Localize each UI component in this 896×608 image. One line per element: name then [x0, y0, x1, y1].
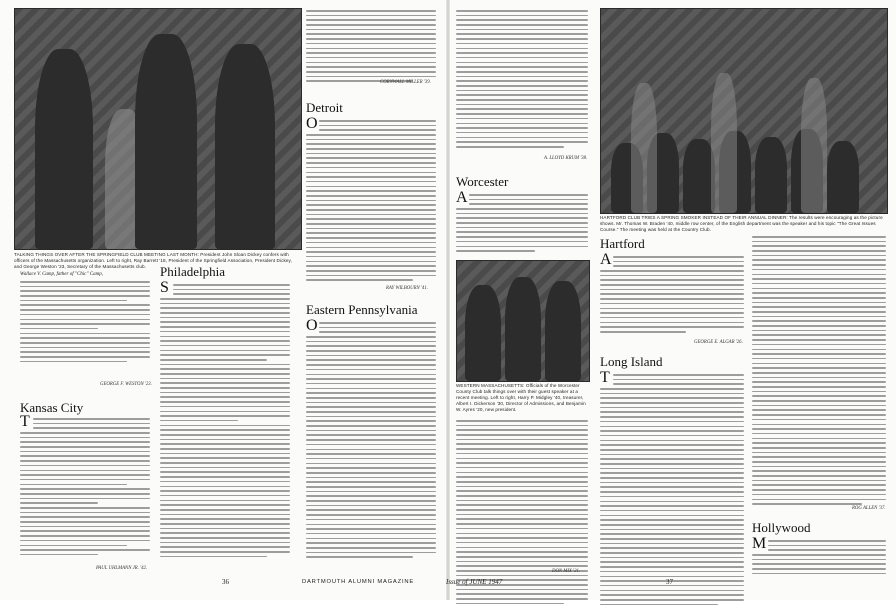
hartford-text [613, 256, 744, 270]
worcester-heading: Worcester [456, 174, 509, 189]
worcester-club-photo [456, 260, 590, 382]
eastern-pennsylvania-dropcap: O [306, 317, 318, 334]
kansas-city-heading: Kansas City [20, 400, 84, 415]
detroit-text [319, 120, 436, 134]
hollywood-heading: Hollywood [752, 520, 811, 535]
eastern-pennsylvania-text-cont [306, 336, 436, 561]
left-page [0, 0, 448, 600]
springfield-lead: Wallace V. Camp, father of "Chic" Camp, [20, 272, 103, 277]
kansas-city-text-cont [20, 432, 150, 559]
worcester-dropcap: A [456, 189, 468, 206]
column-one-continuation [456, 10, 588, 151]
kansas-city-dropcap: T [20, 413, 30, 430]
detroit-dropcap: O [306, 115, 318, 132]
eastern-pennsylvania-heading: Eastern Pennsylvania [306, 302, 418, 317]
hartford-photo-caption: HARTFORD CLUB TRIES A SPRING SMOKER INSTEAD OF THEIR ANNUAL DINNER: The results were encouraging as the picture shows. Mr. Thomas W. Braden '40, middle row center, of the English department was the speaker and his topic "The Great Issues Course." The meeting was held at the Country Club. [600, 215, 883, 232]
worcester-signature: DON MIX '21. [552, 569, 581, 574]
philadelphia-text [173, 284, 290, 298]
issue-line: Issue of JUNE 1947 [446, 578, 503, 586]
right-page [448, 0, 896, 600]
kansas-city-signature: PAUL UHLMANN JR. '42. [96, 566, 148, 571]
detroit-text-cont [306, 134, 436, 284]
long-island-heading: Long Island [600, 354, 663, 369]
philadelphia-dropcap: S [160, 279, 169, 296]
detroit-heading: Detroit [306, 100, 343, 115]
column-one-signature: A. LLOYD KRUM '38. [544, 156, 588, 161]
springfield-text [20, 281, 150, 365]
long-island-text-cont [600, 388, 744, 608]
running-footer: DARTMOUTH ALUMNI MAGAZINE [302, 579, 415, 585]
eastern-pennsylvania-text [319, 322, 436, 336]
philadelphia-text-cont [160, 298, 290, 561]
hollywood-text [768, 540, 886, 554]
detroit-signature: RAY WILBOURN '41. [386, 286, 428, 291]
hartford-text-cont [600, 270, 744, 336]
hartford-dropcap: A [600, 251, 612, 268]
springfield-meeting-photo [14, 8, 302, 250]
left-page-number: 36 [222, 578, 229, 586]
kansas-city-text [33, 418, 150, 432]
long-island-dropcap: T [600, 369, 610, 386]
hollywood-text-cont [752, 554, 886, 577]
springfield-signature: GEORGE F. WESTON '23. [100, 382, 152, 387]
long-island-signature: ROG ALLEN '37. [852, 506, 886, 511]
hollywood-dropcap: M [752, 535, 767, 552]
worcester-text-cont [456, 208, 588, 255]
hartford-heading: Hartford [600, 236, 645, 251]
worcester-text [469, 194, 588, 208]
philadelphia-continuation [306, 10, 436, 85]
worcester-photo-caption: WESTERN MASSACHUSETTS: Officials of the Worcester County Club talk things over with their guest speaker at a recent meeting. Left to right, Harry P. Midgley '40, treasurer, Albert I. Dickerson '30, Director of Admissions, and Benjamin W. Ayres '20, new president. [456, 383, 586, 412]
hartford-signature: GEORGE E. ALGAR '26. [694, 340, 743, 345]
long-island-continuation [752, 236, 886, 508]
right-page-number: 37 [666, 578, 673, 586]
hartford-club-photo [600, 8, 888, 214]
long-island-text [613, 374, 744, 388]
philadelphia-heading: Philadelphia [160, 264, 225, 279]
philadelphia-signature: CORNWALL MILLER '39. [380, 80, 431, 85]
springfield-photo-caption: TALKING THINGS OVER AFTER THE SPRINGFIELD CLUB MEETING LAST MONTH: President John Sloan Dickey confers with officers of the Massachusetts organization. Left to right, Ray Barrett '18, President of the Springfield Association, President Dickey, and George Weston '23, Secretary of the Massachusetts club. [14, 252, 292, 269]
book-gutter [446, 0, 450, 600]
